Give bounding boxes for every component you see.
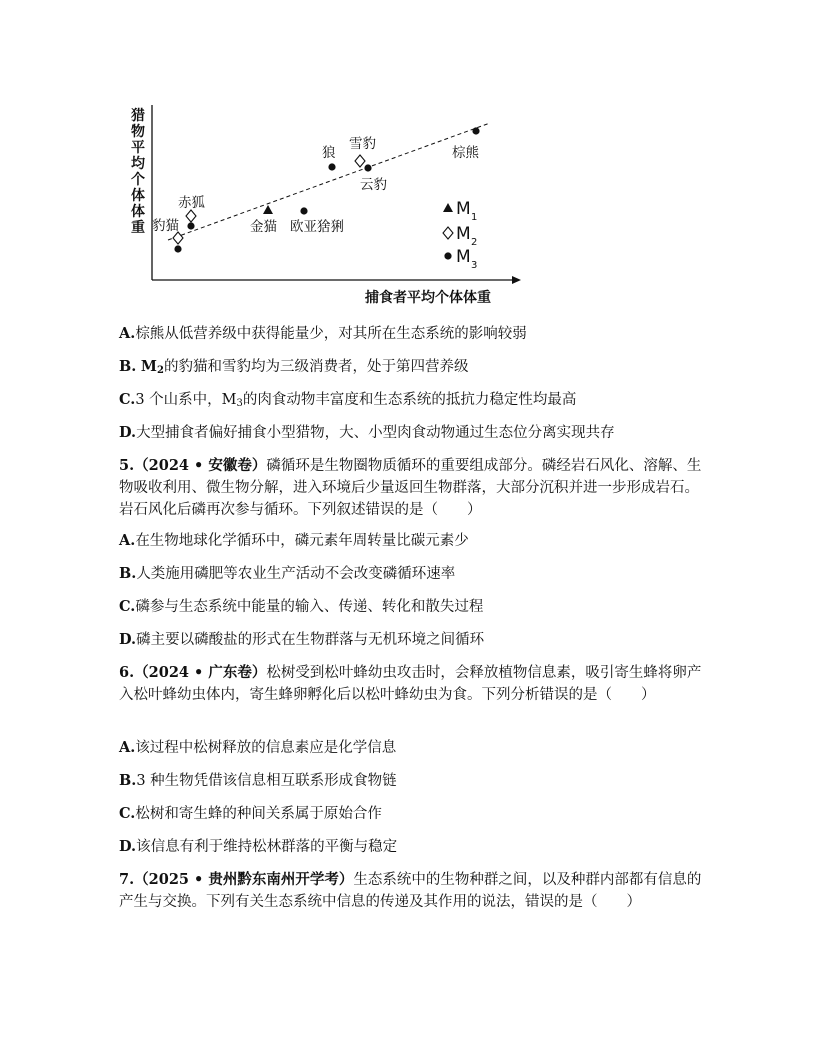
point-clouded-leopard-m3 [364, 164, 371, 171]
label-golden-cat: 金猫 [250, 219, 277, 235]
label-clouded-leopard: 云豹 [360, 177, 387, 193]
q4-option-c: C.3 个山系中，$M_3$的肉食动物丰富度和生态系统的抵抗力稳定性均最高 [119, 391, 577, 409]
label-red-fox: 赤狐 [178, 195, 205, 211]
x-axis-arrow [512, 276, 521, 284]
svg-text:1: 1 [471, 212, 478, 223]
q6-option-b: B.3 种生物凭借该信息相互联系形成食物链 [119, 772, 397, 789]
legend [443, 199, 477, 271]
question-5: 5.（2024 • 安徽卷）磷循环是生物圈物质循环的重要组成部分。磷经岩石风化、溶解、生物吸收利用、微生物分解，进入环境后少量返回生物群落，大部分沉积并进一步形成岩石。岩石风化后磷再次参与循环。下列叙述错误的是（ ） [119, 457, 702, 518]
svg-text:猎物平均个体体重: 猎物平均个体体重 [131, 108, 145, 236]
point-brown-bear-m3 [472, 127, 479, 134]
question-7: 7.（2025 • 贵州黔东南州开学考）生态系统中的生物种群之间，以及种群内部都有信息的产生与交换。下列有关生态系统中信息的传递及其作用的说法，错误的是（ ） [119, 871, 702, 910]
y-axis-label [130, 107, 146, 236]
label-brown-bear: 棕熊 [452, 145, 479, 161]
label-wolf: 狼 [322, 145, 336, 161]
point-red-fox-m3 [187, 222, 194, 229]
q4-option-b: B. $M_2$的豹猫和雪豹均为三级消费者，处于第四营养级 [119, 358, 469, 376]
q5-option-a: A.在生物地球化学循环中，磷元素年周转量比碳元素少 [119, 532, 469, 549]
svg-text:M: M [456, 199, 471, 219]
legend-dot-icon [444, 252, 451, 259]
legend-diamond-icon [443, 227, 453, 239]
label-lynx: 欧亚猞猁 [290, 219, 344, 235]
q5-option-d: D.磷主要以磷酸盐的形式在生物群落与无机环境之间循环 [119, 631, 485, 648]
point-lynx-m3 [300, 207, 307, 214]
q4-option-d: D.大型捕食者偏好捕食小型猎物，大、小型肉食动物通过生态位分离实现共存 [119, 424, 615, 441]
q5-option-b: B.人类施用磷肥等农业生产活动不会改变磷循环速率 [119, 565, 456, 582]
label-snow-leopard: 雪豹 [349, 136, 376, 152]
point-wolf-m3 [328, 163, 335, 170]
q4-option-a: A.棕熊从低营养级中获得能量少，对其所在生态系统的影响较弱 [119, 325, 527, 342]
question-6: 6.（2024 • 广东卷）松树受到松叶蜂幼虫攻击时，会释放植物信息素，吸引寄生蜂将卵产入松叶蜂幼虫体内，寄生蜂卵孵化后以松叶蜂幼虫为食。下列分析错误的是（ ） [119, 664, 702, 703]
label-leopard-cat: 豹猫 [152, 218, 179, 234]
point-red-fox-m2 [186, 210, 196, 222]
legend-triangle-icon [443, 203, 453, 212]
figure-chart [120, 100, 530, 310]
svg-text:3: 3 [471, 260, 478, 271]
point-snow-leopard-m2 [355, 155, 365, 167]
q6-option-c: C.松树和寄生蜂的种间关系属于原始合作 [119, 805, 382, 822]
point-golden-cat-m1 [263, 205, 273, 214]
q6-option-a: A.该过程中松树释放的信息素应是化学信息 [119, 739, 397, 756]
q6-option-d: D.该信息有利于维持松林群落的平衡与稳定 [119, 838, 398, 855]
point-leopard-cat-m3 [174, 245, 181, 252]
svg-text:M: M [456, 247, 471, 267]
q5-option-c: C.磷参与生态系统中能量的输入、传递、转化和散失过程 [119, 598, 484, 615]
x-axis-label: 捕食者平均个体体重 [365, 290, 491, 306]
svg-text:2: 2 [471, 237, 478, 248]
svg-text:M: M [456, 224, 471, 244]
